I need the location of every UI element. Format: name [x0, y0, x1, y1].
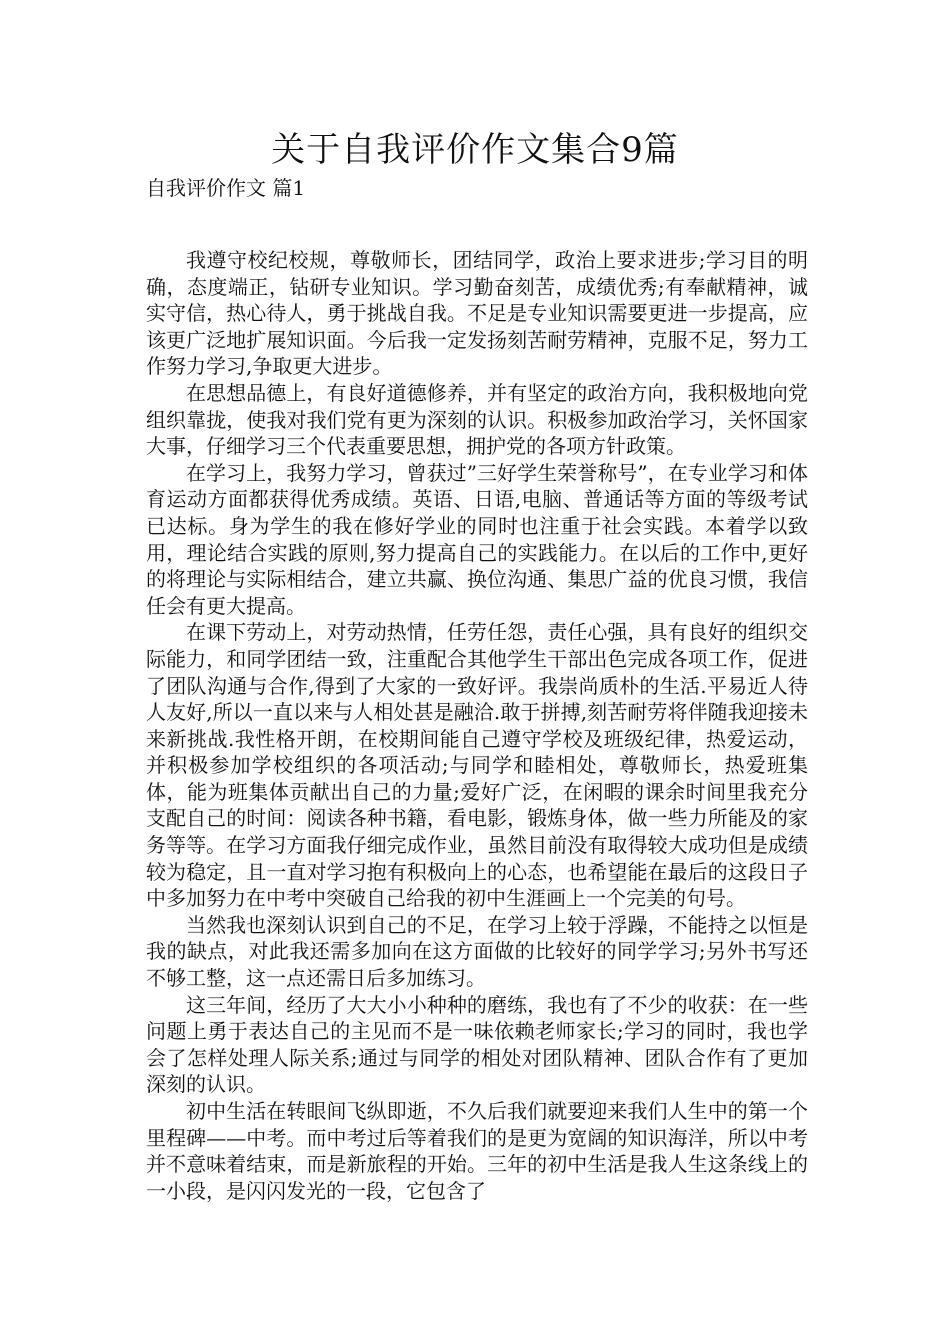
document-body: [146, 247, 808, 1204]
paragraph: 初中生活在转眼间飞纵即逝，不久后我们就要迎来我们人生中的第一个里程碑——中考。而中考过后等着我们的是更为宽阔的知识海洋，所以中考并不意味着结束，而是新旅程的开始。三年的初中生活是我人生这条线上的一小段，是闪闪发光的一段，它包含了: [146, 1099, 808, 1203]
paragraph: 这三年间，经历了大大小小种种的磨练，我也有了不少的收获：在一些问题上勇于表达自己的主见而不是一味依赖老师家长;学习的同时，我也学会了怎样处理人际关系;通过与同学的相处对团队精神、团队合作有了更加深刻的认识。: [146, 992, 808, 1097]
section-heading: 自我评价作文 篇1: [146, 176, 306, 200]
paragraph: 我遵守校纪校规，尊敬师长，团结同学，政治上要求进步;学习目的明确，态度端正，钻研专业知识。学习勤奋刻苦，成绩优秀;有奉献精神，诚实守信，热心待人，勇于挑战自我。不足是专业知识需要更进一步提高，应该更广泛地扩展知识面。今后我一定发扬刻苦耐劳精神，克服不足，努力工作努力学习,争取更大进步。: [146, 248, 808, 379]
paragraph: 在思想品德上，有良好道德修养，并有坚定的政治方向，我积极地向党组织靠拢，使我对我们党有更为深刻的认识。积极参加政治学习，关怀国家大事，仔细学习三个代表重要思想，拥护党的各项方针政策。: [146, 380, 808, 459]
paragraph: 在学习上，我努力学习，曾获过”三好学生荣誉称号”，在专业学习和体育运动方面都获得优秀成绩。英语、日语,电脑、普通话等方面的等级考试已达标。身为学生的我在修好学业的同时也注重于社会实践。本着学以致用，理论结合实践的原则,努力提高自己的实践能力。在以后的工作中,更好的将理论与实际相结合，建立共赢、换位沟通、集思广益的优良习惯，我信任会有更大提高。: [146, 460, 808, 618]
paragraph: 在课下劳动上，对劳动热情，任劳任怨，责任心强，具有良好的组织交际能力，和同学团结一致，注重配合其他学生干部出色完成各项工作，促进了团队沟通与合作,得到了大家的一致好评。我崇尚质朴的生活.平易近人待人友好,所以一直以来与人相处甚是融洽.敢于拼搏,刻苦耐劳将伴随我迎接未来新挑战.我性格开朗，在校期间能自己遵守学校及班级纪律，热爱运动，并积极参加学校组织的各项活动;与同学和睦相处，尊敬师长，热爱班集体，能为班集体贡献出自己的力量;爱好广泛，在闲暇的课余时间里我充分支配自己的时间：阅读各种书籍，看电影，锻炼身体，做一些力所能及的家务等等。在学习方面我仔细完成作业，虽然目前没有取得较大成功但是成绩较为稳定，且一直对学习抱有积极向上的心态，也希望能在最后的这段日子中多加努力在中考中突破自己给我的初中生涯画上一个完美的句号。: [146, 620, 808, 911]
paragraph: 当然我也深刻认识到自己的不足，在学习上较于浮躁，不能持之以恒是我的缺点，对此我还需多加向在这方面做的比较好的同学学习;另外书写还不够工整，这一点还需日后多加练习。: [146, 912, 808, 991]
document-title: 关于自我评价作文集合9篇: [271, 130, 679, 170]
